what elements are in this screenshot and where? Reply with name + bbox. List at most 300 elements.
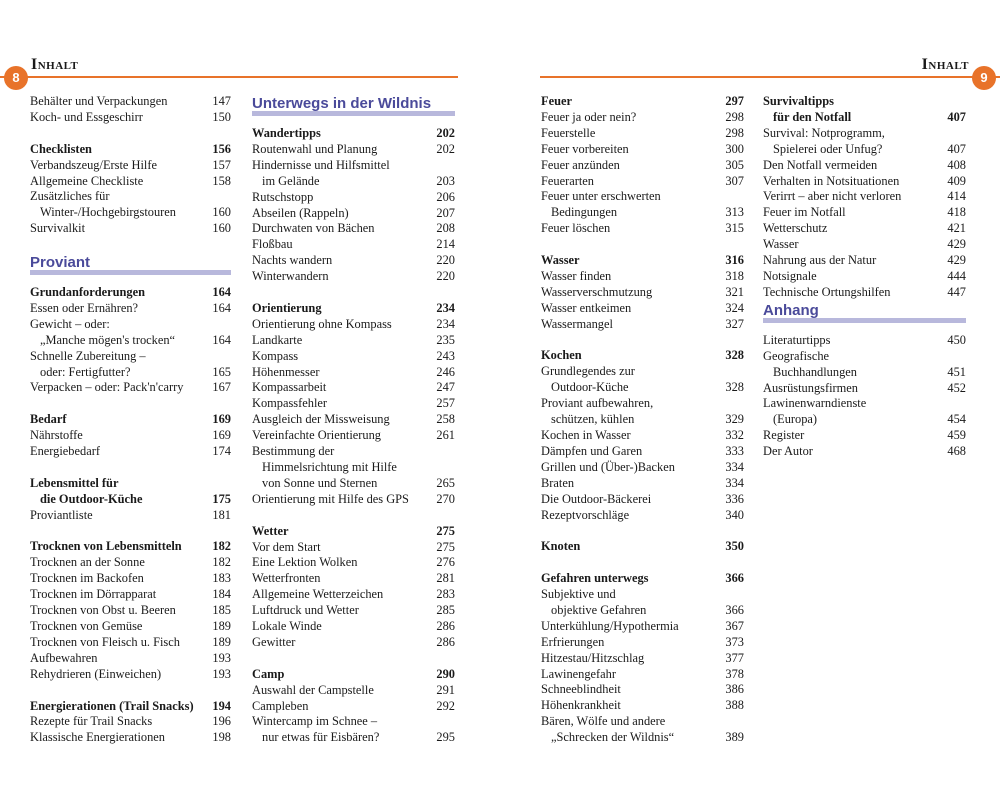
toc-entry-title: Gewicht – oder: <box>30 316 110 331</box>
toc-page-number: 202 <box>436 126 455 140</box>
toc-page-number: 156 <box>212 141 231 156</box>
toc-entry <box>541 285 744 301</box>
toc-entry <box>252 460 455 476</box>
toc-entry <box>763 444 966 460</box>
toc-entry <box>763 396 966 412</box>
toc-group-heading <box>30 539 231 555</box>
toc-entry-title: Essen oder Ernähren? <box>30 300 139 315</box>
toc-entry <box>252 699 455 715</box>
toc-entry-title: Feuer ja oder nein? <box>541 109 637 124</box>
toc-entry <box>252 349 455 365</box>
running-title: Inhalt <box>31 56 79 73</box>
toc-entry-title: Trocknen im Backofen <box>30 571 144 586</box>
toc-column-4 <box>763 94 966 460</box>
toc-page-number: 291 <box>436 682 455 697</box>
toc-spacer <box>30 460 231 476</box>
toc-entry-title: Auswahl der Campstelle <box>252 682 374 697</box>
toc-entry-title: Proviant aufbewahren, <box>541 396 654 411</box>
toc-entry-title: Allgemeine Checkliste <box>30 173 144 188</box>
toc-page-number: 298 <box>725 109 744 124</box>
toc-entry-title: Der Autor <box>763 444 813 459</box>
toc-entry-title: Landkarte <box>252 332 303 347</box>
toc-page-number: 208 <box>436 221 455 236</box>
toc-page-number: 328 <box>725 380 744 395</box>
toc-entry-title: Wetter <box>252 523 289 538</box>
toc-entry <box>541 444 744 460</box>
toc-spacer <box>30 126 231 142</box>
toc-entry-title: Outdoor-Küche <box>551 380 629 395</box>
section-heading <box>763 301 966 323</box>
toc-page-number: 185 <box>212 603 231 618</box>
toc-page-number: 295 <box>436 730 455 745</box>
toc-entry-title: Behälter und Verpackungen <box>30 94 168 108</box>
toc-entry <box>541 667 744 683</box>
toc-page-number: 286 <box>436 634 455 649</box>
toc-entry <box>763 221 966 237</box>
toc-entry-title: im Gelände <box>262 173 320 188</box>
toc-page-number: 147 <box>212 94 231 108</box>
toc-entry <box>541 428 744 444</box>
toc-page-number: 275 <box>436 523 455 538</box>
toc-entry-title: Geografische <box>763 348 830 363</box>
toc-entry <box>252 190 455 206</box>
toc-entry <box>541 619 744 635</box>
toc-page-number: 220 <box>436 253 455 268</box>
toc-entry-title: Trocknen im Dörrapparat <box>30 587 157 602</box>
toc-page-number: 243 <box>436 348 455 363</box>
toc-page-number: 183 <box>212 571 231 586</box>
toc-entry-title: Unterkühlung/Hypothermia <box>541 618 679 633</box>
toc-page-number: 181 <box>212 507 231 522</box>
toc-entry-title: Allgemeine Wetterzeichen <box>252 587 384 602</box>
toc-page-number: 429 <box>947 253 966 268</box>
toc-entry <box>30 587 231 603</box>
toc-page-number: 184 <box>212 587 231 602</box>
toc-page-number: 286 <box>436 619 455 634</box>
toc-page-number: 321 <box>725 284 744 299</box>
toc-entry-title: Lokale Winde <box>252 619 322 634</box>
toc-page-number: 196 <box>212 714 231 729</box>
toc-entry <box>541 730 744 746</box>
toc-spacer <box>252 285 455 301</box>
toc-entry <box>252 253 455 269</box>
toc-group-heading <box>30 492 231 508</box>
toc-entry-title: Verhalten in Notsituationen <box>763 173 900 188</box>
toc-page-number: 214 <box>436 237 455 252</box>
toc-entry-title: „Schrecken der Wildnis“ <box>551 730 675 745</box>
toc-entry-title: Bestimmung der <box>252 444 335 459</box>
toc-group-heading <box>252 667 455 683</box>
toc-entry-title: Orientierung ohne Kompass <box>252 316 392 331</box>
toc-entry <box>763 253 966 269</box>
toc-page-number: 169 <box>212 412 231 427</box>
toc-entry <box>30 94 231 110</box>
toc-entry-title: Hindernisse und Hilfsmittel <box>252 157 390 172</box>
toc-entry-title: Lawinengefahr <box>541 666 616 681</box>
toc-page-number: 167 <box>212 380 231 395</box>
toc-page-number: 388 <box>725 698 744 713</box>
toc-page-number: 451 <box>947 364 966 379</box>
toc-entry <box>763 285 966 301</box>
toc-entry <box>252 206 455 222</box>
toc-page-number: 193 <box>212 650 231 665</box>
toc-page-number: 315 <box>725 221 744 236</box>
toc-entry-title: Wetterfronten <box>252 571 321 586</box>
toc-entry-title: Hitzestau/Hitzschlag <box>541 650 645 665</box>
toc-page-number: 418 <box>947 205 966 220</box>
toc-entry <box>252 142 455 158</box>
toc-entry-title: oder: Fertigfutter? <box>40 364 131 379</box>
toc-page-number: 407 <box>947 141 966 156</box>
toc-entry-title: Orientierung mit Hilfe des GPS <box>252 491 409 506</box>
toc-entry <box>541 651 744 667</box>
toc-page-number: 275 <box>436 539 455 554</box>
toc-entry-title: Erfrierungen <box>541 634 605 649</box>
toc-entry <box>252 476 455 492</box>
toc-group-heading <box>30 699 231 715</box>
toc-entry <box>30 365 231 381</box>
toc-entry <box>30 619 231 635</box>
toc-entry-title: Grundanforderungen <box>30 285 145 300</box>
toc-entry-title: Winter-/Hochgebirgstouren <box>40 205 176 220</box>
toc-page-number: 164 <box>212 332 231 347</box>
toc-entry <box>541 301 744 317</box>
toc-group-heading <box>763 94 966 110</box>
toc-page-number: 174 <box>212 444 231 459</box>
toc-page-number: 290 <box>436 666 455 681</box>
toc-entry <box>252 587 455 603</box>
toc-entry-title: Feuer unter erschwerten <box>541 189 661 204</box>
toc-entry <box>30 189 231 205</box>
toc-page-number: 281 <box>436 571 455 586</box>
toc-spacer <box>541 333 744 349</box>
toc-page-number: 285 <box>436 603 455 618</box>
toc-entry <box>30 667 231 683</box>
toc-page-number: 169 <box>212 428 231 443</box>
toc-page-number: 409 <box>947 173 966 188</box>
toc-page-number: 265 <box>436 475 455 490</box>
toc-page-number: 198 <box>212 730 231 745</box>
toc-entry-title: (Europa) <box>773 412 818 427</box>
toc-entry-title: Knoten <box>541 539 581 554</box>
toc-entry-title: Wetterschutz <box>763 221 828 236</box>
toc-entry <box>541 476 744 492</box>
toc-entry-title: Koch- und Essgeschirr <box>30 109 143 124</box>
toc-entry-title: Bären, Wölfe und andere <box>541 714 666 729</box>
toc-entry-title: Proviantliste <box>30 507 93 522</box>
toc-entry <box>30 444 231 460</box>
toc-spacer <box>30 683 231 699</box>
toc-page-number: 307 <box>725 173 744 188</box>
toc-page-number: 452 <box>947 380 966 395</box>
toc-page-number: 334 <box>725 475 744 490</box>
toc-page-number: 160 <box>212 221 231 236</box>
toc-page-number: 408 <box>947 157 966 172</box>
toc-entry <box>252 603 455 619</box>
toc-entry <box>541 635 744 651</box>
toc-entry-title: Eine Lektion Wolken <box>252 555 358 570</box>
toc-page-number: 459 <box>947 428 966 443</box>
toc-page-number: 165 <box>212 364 231 379</box>
toc-entry-title: Energierationen (Trail Snacks) <box>30 698 194 713</box>
toc-page-number: 327 <box>725 316 744 331</box>
toc-page-number: 206 <box>436 189 455 204</box>
toc-page-number: 276 <box>436 555 455 570</box>
toc-entry-title: Rezeptvorschläge <box>541 507 630 522</box>
toc-entry-title: Aufbewahren <box>30 650 98 665</box>
toc-entry-title: Feuer <box>541 94 572 108</box>
toc-entry <box>252 412 455 428</box>
toc-entry-title: Höhenmesser <box>252 364 320 379</box>
toc-entry <box>763 205 966 221</box>
toc-entry <box>541 110 744 126</box>
toc-entry <box>252 619 455 635</box>
toc-page-number: 389 <box>725 730 744 745</box>
toc-group-heading <box>252 126 455 142</box>
toc-entry <box>252 396 455 412</box>
toc-entry-title: Bedarf <box>30 412 67 427</box>
section-heading-label: Proviant <box>30 254 91 272</box>
toc-entry-title: Rehydrieren (Einweichen) <box>30 666 162 681</box>
toc-entry <box>252 158 455 174</box>
toc-entry <box>541 460 744 476</box>
toc-entry-title: Durchwaten von Bächen <box>252 221 375 236</box>
toc-entry-title: Feuer anzünden <box>541 157 620 172</box>
toc-entry <box>30 158 231 174</box>
toc-page-number: 300 <box>725 141 744 156</box>
header-rule <box>0 76 458 78</box>
toc-entry <box>30 571 231 587</box>
toc-spacer <box>252 651 455 667</box>
toc-entry-title: Survival: Notprogramm, <box>763 125 885 140</box>
toc-entry <box>541 221 744 237</box>
toc-entry-title: Orientierung <box>252 300 322 315</box>
toc-page-number: 193 <box>212 666 231 681</box>
toc-page-number: 164 <box>212 300 231 315</box>
toc-group-heading <box>763 110 966 126</box>
toc-entry <box>541 380 744 396</box>
toc-entry-title: objektive Gefahren <box>551 602 647 617</box>
toc-entry <box>30 380 231 396</box>
toc-entry-title: Vor dem Start <box>252 539 321 554</box>
toc-entry-title: Nachts wandern <box>252 253 333 268</box>
toc-spacer <box>30 396 231 412</box>
toc-entry-title: Wasser <box>763 237 799 252</box>
toc-page-number: 298 <box>725 125 744 140</box>
section-heading <box>30 253 231 275</box>
toc-entry <box>30 603 231 619</box>
toc-page-number: 246 <box>436 364 455 379</box>
toc-entry <box>541 269 744 285</box>
toc-entry-title: Spielerei oder Unfug? <box>773 141 883 156</box>
toc-entry <box>541 396 744 412</box>
toc-entry <box>763 349 966 365</box>
toc-entry-title: Verbandszeug/Erste Hilfe <box>30 157 157 172</box>
toc-column-3 <box>541 94 744 746</box>
toc-page-number: 334 <box>725 459 744 474</box>
toc-group-heading <box>30 412 231 428</box>
toc-entry <box>763 428 966 444</box>
section-heading-label: Anhang <box>763 301 819 319</box>
toc-entry <box>30 205 231 221</box>
toc-page-number: 203 <box>436 173 455 188</box>
toc-page-number: 318 <box>725 268 744 283</box>
toc-entry <box>541 317 744 333</box>
toc-page-number: 328 <box>725 348 744 363</box>
toc-group-heading <box>541 348 744 364</box>
running-title: Inhalt <box>921 56 969 73</box>
toc-page-number: 450 <box>947 332 966 347</box>
toc-entry <box>541 492 744 508</box>
toc-entry <box>763 412 966 428</box>
toc-page-number: 194 <box>212 698 231 713</box>
toc-entry-title: Luftdruck und Wetter <box>252 603 359 618</box>
toc-page-number: 333 <box>725 443 744 458</box>
toc-group-heading <box>541 571 744 587</box>
toc-entry <box>763 158 966 174</box>
toc-entry <box>252 269 455 285</box>
toc-entry-title: Feuerstelle <box>541 125 596 140</box>
toc-page-number: 316 <box>725 253 744 268</box>
toc-page-number: 324 <box>725 300 744 315</box>
section-heading <box>252 94 455 116</box>
toc-entry-title: Rutschstopp <box>252 189 314 204</box>
toc-entry-title: Kompassarbeit <box>252 380 327 395</box>
toc-entry <box>763 142 966 158</box>
toc-page-number: 234 <box>436 316 455 331</box>
toc-entry <box>30 301 231 317</box>
toc-group-heading <box>541 94 744 110</box>
toc-column-2 <box>252 94 455 746</box>
toc-page-number: 150 <box>212 109 231 124</box>
toc-group-heading <box>30 285 231 301</box>
toc-entry <box>252 444 455 460</box>
toc-entry <box>541 364 744 380</box>
toc-page-number: 340 <box>725 507 744 522</box>
toc-page-number: 235 <box>436 332 455 347</box>
toc-entry-title: Wasserverschmutzung <box>541 284 653 299</box>
toc-page-number: 257 <box>436 396 455 411</box>
toc-entry-title: nur etwas für Eisbären? <box>262 730 380 745</box>
toc-group-heading <box>252 301 455 317</box>
toc-page-number: 377 <box>725 650 744 665</box>
toc-entry <box>30 730 231 746</box>
toc-entry-title: Kompass <box>252 348 299 363</box>
toc-entry <box>252 730 455 746</box>
toc-entry <box>763 381 966 397</box>
toc-entry-title: Schneeblindheit <box>541 682 621 697</box>
toc-entry <box>541 698 744 714</box>
toc-entry <box>252 540 455 556</box>
toc-group-heading <box>30 142 231 158</box>
toc-page-number: 468 <box>947 444 966 459</box>
toc-entry-title: Kompassfehler <box>252 396 328 411</box>
toc-entry-title: Routenwahl und Planung <box>252 141 378 156</box>
page-number-badge: 9 <box>972 66 996 90</box>
toc-entry-title: Floßbau <box>252 237 293 252</box>
toc-entry <box>30 174 231 190</box>
toc-page-number: 202 <box>436 141 455 156</box>
toc-column-1 <box>30 94 231 746</box>
toc-page-number: 220 <box>436 269 455 284</box>
toc-page-number: 367 <box>725 618 744 633</box>
toc-page-number: 407 <box>947 109 966 124</box>
page-number-badge: 8 <box>4 66 28 90</box>
toc-entry-title: Grillen und (Über-)Backen <box>541 459 675 474</box>
toc-entry <box>541 508 744 524</box>
toc-entry-title: Trocknen von Obst u. Beeren <box>30 603 176 618</box>
toc-entry <box>763 333 966 349</box>
toc-entry <box>541 189 744 205</box>
toc-entry <box>541 174 744 190</box>
toc-entry-title: von Sonne und Sternen <box>262 475 378 490</box>
toc-entry <box>252 635 455 651</box>
toc-entry <box>30 349 231 365</box>
toc-page-number: 261 <box>436 428 455 443</box>
toc-page-number: 207 <box>436 205 455 220</box>
toc-page-number: 313 <box>725 205 744 220</box>
toc-entry-title: schützen, kühlen <box>551 412 635 427</box>
toc-entry-title: Energiebedarf <box>30 444 100 459</box>
toc-page-number: 175 <box>212 491 231 506</box>
right-page-header <box>540 50 1000 85</box>
toc-entry-title: Verirrt – aber nicht verloren <box>763 189 902 204</box>
toc-entry <box>252 380 455 396</box>
toc-entry-title: Trocknen von Gemüse <box>30 619 143 634</box>
toc-entry <box>541 126 744 142</box>
toc-group-heading <box>252 524 455 540</box>
toc-entry <box>252 492 455 508</box>
toc-entry <box>763 174 966 190</box>
toc-page-number: 332 <box>725 428 744 442</box>
toc-entry <box>252 237 455 253</box>
toc-page-number: 164 <box>212 285 231 300</box>
toc-entry-title: Camp <box>252 666 285 681</box>
toc-entry-title: „Manche mögen's trocken“ <box>40 332 176 347</box>
toc-entry <box>30 221 231 237</box>
toc-entry <box>252 714 455 730</box>
toc-entry <box>30 317 231 333</box>
toc-entry-title: Kochen <box>541 348 582 363</box>
toc-entry <box>763 237 966 253</box>
toc-page-number: 270 <box>436 491 455 506</box>
toc-entry-title: Trocknen an der Sonne <box>30 555 145 570</box>
toc-entry-title: Kochen in Wasser <box>541 428 631 442</box>
toc-entry-title: Technische Ortungshilfen <box>763 284 891 299</box>
toc-entry <box>763 365 966 381</box>
toc-entry-title: Feuer vorbereiten <box>541 141 629 156</box>
toc-entry <box>763 269 966 285</box>
toc-entry <box>30 428 231 444</box>
toc-entry <box>30 555 231 571</box>
toc-page-number: 336 <box>725 491 744 506</box>
toc-entry-title: Lebensmittel für <box>30 475 119 490</box>
toc-spacer <box>30 524 231 540</box>
toc-page-number: 366 <box>725 602 744 617</box>
toc-entry-title: Wasser entkeimen <box>541 300 632 315</box>
left-page-header <box>0 50 458 85</box>
toc-page-number: 189 <box>212 634 231 649</box>
toc-entry-title: Vereinfachte Orientierung <box>252 428 382 443</box>
toc-spacer <box>541 523 744 539</box>
header-rule <box>540 76 1000 78</box>
toc-entry <box>541 158 744 174</box>
toc-entry <box>30 635 231 651</box>
toc-entry <box>541 603 744 619</box>
toc-entry-title: Winterwandern <box>252 269 329 284</box>
toc-spacer <box>252 508 455 524</box>
toc-page-number: 414 <box>947 189 966 204</box>
